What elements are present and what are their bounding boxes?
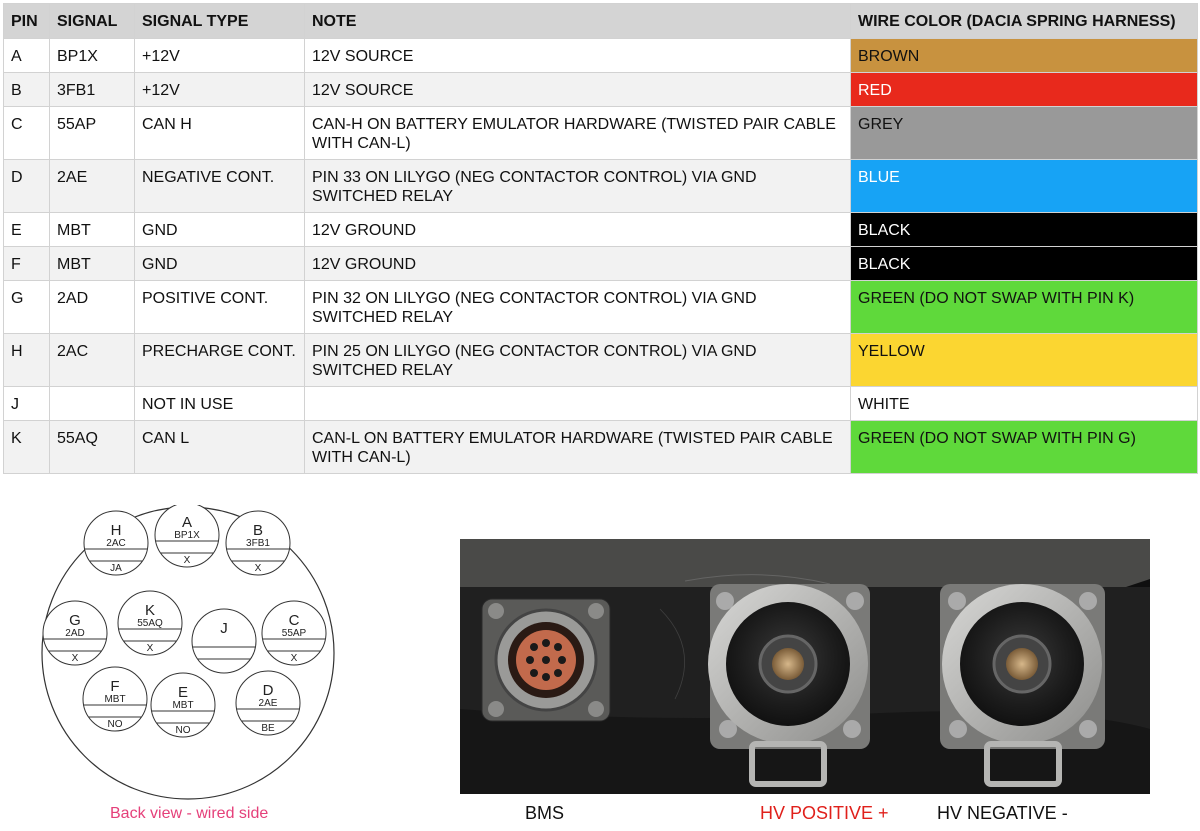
pin-code: 2AD (65, 628, 85, 639)
bms-connector (482, 599, 610, 721)
label-bms: BMS (525, 803, 565, 823)
pin-note: BE (261, 723, 275, 734)
pin-note: X (146, 643, 154, 654)
cell-wire-color: GREY (851, 107, 1198, 160)
cell-note: PIN 25 ON LILYGO (NEG CONTACTOR CONTROL) VIA GND SWITCHED RELAY (305, 334, 851, 387)
pin-circle-k (118, 591, 182, 655)
cell-wire-color: GREEN (DO NOT SWAP WITH PIN K) (851, 281, 1198, 334)
pin-circle-d (236, 671, 300, 735)
cell-pin: A (4, 39, 50, 73)
header-signal: SIGNAL (50, 4, 135, 39)
cell-signal: 2AE (50, 160, 135, 213)
cell-signal: MBT (50, 247, 135, 281)
diagram-caption: Back view - wired side (110, 805, 269, 822)
cell-signal-type: CAN H (135, 107, 305, 160)
pin-note: X (290, 653, 298, 664)
pin-circle-b (226, 511, 290, 575)
pin-code: 3FB1 (246, 538, 270, 549)
connector-photo (460, 539, 1150, 794)
header-wire-color: WIRE COLOR (DACIA SPRING HARNESS) (851, 4, 1198, 39)
table-row (4, 213, 1198, 247)
cell-note: 12V GROUND (305, 213, 851, 247)
cell-note (305, 387, 851, 421)
connector-back-view-diagram (36, 505, 340, 801)
pin-circle-e (151, 673, 215, 737)
pin-letter: K (144, 602, 156, 619)
pin-circle-g (43, 601, 107, 665)
table-row (4, 73, 1198, 107)
pin-note: NO (175, 725, 191, 736)
table-row (4, 421, 1198, 474)
pin-code: MBT (172, 700, 194, 711)
cell-signal: 55AP (50, 107, 135, 160)
cell-pin: F (4, 247, 50, 281)
cell-note: PIN 32 ON LILYGO (NEG CONTACTOR CONTROL) VIA GND SWITCHED RELAY (305, 281, 851, 334)
pinout-table (3, 3, 1198, 474)
label-hv-positive: HV POSITIVE + (760, 803, 889, 823)
label-hv-negative: HV NEGATIVE - (937, 803, 1068, 823)
cell-signal-type: +12V (135, 73, 305, 107)
cell-signal-type: +12V (135, 39, 305, 73)
cell-wire-color: YELLOW (851, 334, 1198, 387)
pin-letter: J (220, 620, 228, 637)
header-note: NOTE (305, 4, 851, 39)
header-pin: PIN (4, 4, 50, 39)
pin-note: NO (107, 719, 123, 730)
cell-signal-type: POSITIVE CONT. (135, 281, 305, 334)
table-row (4, 387, 1198, 421)
pin-circle-a (155, 505, 219, 567)
cell-note: PIN 33 ON LILYGO (NEG CONTACTOR CONTROL) VIA GND SWITCHED RELAY (305, 160, 851, 213)
cell-signal: 55AQ (50, 421, 135, 474)
cell-signal-type: NOT IN USE (135, 387, 305, 421)
cell-wire-color: BLACK (851, 247, 1198, 281)
pin-code: BP1X (174, 530, 200, 541)
cell-pin: J (4, 387, 50, 421)
pin-circle-f (83, 667, 147, 731)
pin-letter: E (177, 684, 189, 701)
pin-circle-j (192, 609, 256, 673)
cell-signal-type: GND (135, 247, 305, 281)
pin-code: 55AQ (137, 618, 163, 629)
cell-pin: H (4, 334, 50, 387)
cell-note: CAN-H ON BATTERY EMULATOR HARDWARE (TWISTED PAIR CABLE WITH CAN-L) (305, 107, 851, 160)
table-row (4, 247, 1198, 281)
pin-letter: D (262, 682, 274, 699)
cell-signal: 2AC (50, 334, 135, 387)
table-row (4, 281, 1198, 334)
cell-pin: G (4, 281, 50, 334)
cell-wire-color: BLUE (851, 160, 1198, 213)
cell-signal: 2AD (50, 281, 135, 334)
cell-pin: K (4, 421, 50, 474)
pin-code: 2AC (106, 538, 126, 549)
cell-wire-color: BROWN (851, 39, 1198, 73)
cell-signal: MBT (50, 213, 135, 247)
pin-circle-c (262, 601, 326, 665)
pin-code: 55AP (281, 628, 307, 639)
cell-note: 12V SOURCE (305, 39, 851, 73)
pin-letter: C (288, 612, 300, 629)
pin-circle-h (84, 511, 148, 575)
cell-pin: E (4, 213, 50, 247)
cell-wire-color: RED (851, 73, 1198, 107)
table-row (4, 39, 1198, 73)
cell-note: CAN-L ON BATTERY EMULATOR HARDWARE (TWISTED PAIR CABLE WITH CAN-L) (305, 421, 851, 474)
cell-pin: B (4, 73, 50, 107)
cell-signal: 3FB1 (50, 73, 135, 107)
pin-letter: F (110, 678, 120, 695)
housing-top-surface (460, 539, 1150, 589)
cell-pin: D (4, 160, 50, 213)
cell-note: 12V SOURCE (305, 73, 851, 107)
pin-note: JA (110, 563, 122, 574)
cell-note: 12V GROUND (305, 247, 851, 281)
pin-note: X (71, 653, 79, 664)
pin-note: X (183, 555, 191, 566)
cell-wire-color: BLACK (851, 213, 1198, 247)
cell-signal (50, 387, 135, 421)
pin-letter: H (110, 522, 122, 539)
cell-pin: C (4, 107, 50, 160)
table-row (4, 160, 1198, 213)
cell-wire-color: WHITE (851, 387, 1198, 421)
table-row (4, 334, 1198, 387)
cell-signal-type: PRECHARGE CONT. (135, 334, 305, 387)
pin-letter: G (69, 612, 81, 629)
table-row (4, 107, 1198, 160)
cell-signal-type: CAN L (135, 421, 305, 474)
table-header-row (4, 4, 1198, 39)
cell-signal-type: GND (135, 213, 305, 247)
pin-letter: B (252, 522, 264, 539)
cell-wire-color: GREEN (DO NOT SWAP WITH PIN G) (851, 421, 1198, 474)
pin-code: MBT (104, 694, 126, 705)
pin-letter: A (181, 514, 193, 531)
pin-note: X (254, 563, 262, 574)
cell-signal-type: NEGATIVE CONT. (135, 160, 305, 213)
cell-signal: BP1X (50, 39, 135, 73)
pin-code: 2AE (258, 698, 278, 709)
header-signal-type: SIGNAL TYPE (135, 4, 305, 39)
